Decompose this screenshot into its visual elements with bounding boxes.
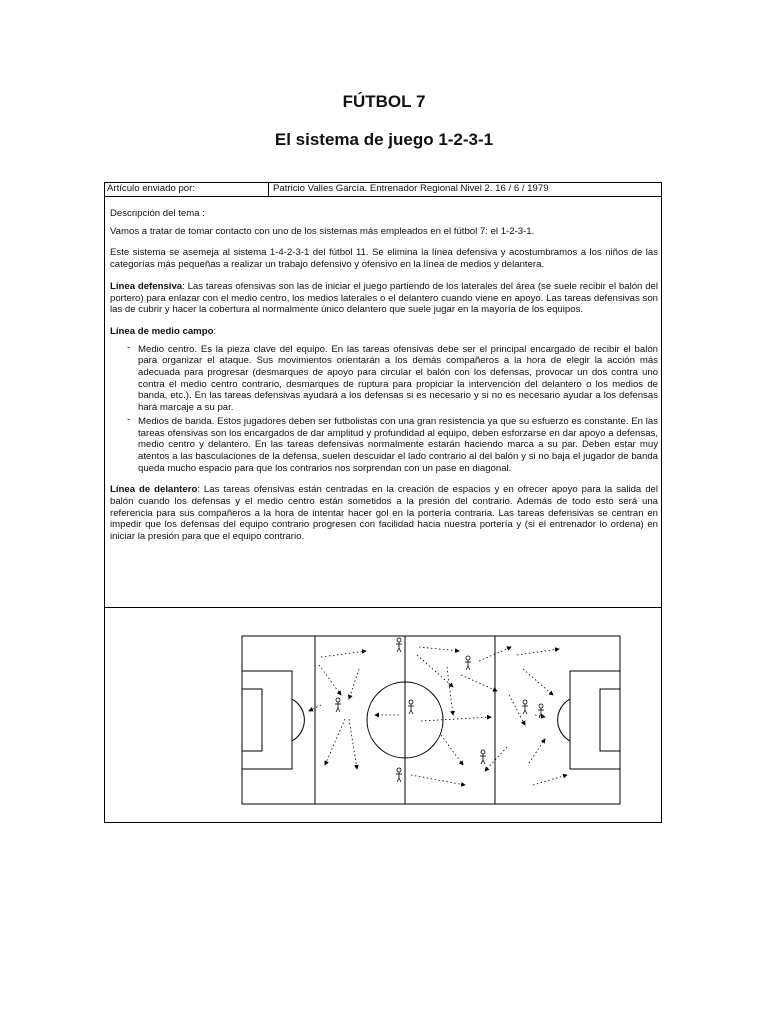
pass-arrow <box>349 669 359 699</box>
pass-arrow <box>509 695 525 725</box>
description-section <box>110 208 658 553</box>
forward-line-heading: Línea de delantero <box>110 484 198 496</box>
pass-arrow <box>421 717 491 721</box>
bullet-dash: - <box>127 341 131 353</box>
page-title: FÚTBOL 7 <box>342 92 426 111</box>
pass-arrow <box>319 665 341 695</box>
midfield-colon: : <box>213 325 217 337</box>
player-icon <box>408 700 414 714</box>
pass-arrow <box>485 747 507 771</box>
left-penalty-area <box>242 671 292 769</box>
paragraph-system: Este sistema se asemeja al sistema 1-4-2-3-1 del fútbol 11. Se elimina la línea defensiva y acostumbramos a los niños de las categorías más pequeñas a realizar un trabajo defensivo y ofensivo en la línea de medios y delantera. <box>110 247 658 271</box>
bullet-medio-centro <box>110 341 658 414</box>
player-icon <box>335 698 341 712</box>
bullet-text: Medios de banda. Estos jugadores deben ser futbolistas con una gran resistencia ya que su esfuerzo es constante. En las tareas ofensivas son los encargados de dar amplitud y profundidad al equipo, deben esforzarse en dar apoyo a defensas, medio centro y delantero. En las tareas defensivas normalmente estarán haciendo marca a su par. Deben estar muy atentos a las basculaciones de la defensa, suelen descuidar el lado contrario al del balón y si no baja el jugador de banda queda mucho espacio para que los contrarios nos sorprendan con un pase en diagonal. <box>138 415 658 474</box>
defensive-line-text: : Las tareas ofensivas son las de iniciar el juego partiendo de los laterales del área (se suele recibir el balón del portero) para enlazar con el medio centro, los medios laterales o el delantero cuando viene en apoyo. Las tareas defensivas son las de cubrir y hacer la cobertura al normalmente único delantero que suele jugar en la mayoría de los equipos. <box>110 280 658 316</box>
paragraph-defensive-line <box>110 281 658 316</box>
left-goal-area <box>242 689 262 751</box>
right-penalty-arc <box>558 699 570 741</box>
paragraph-intro: Vamos a tratar de tomar contacto con uno de los sistemas más empleados en el fútbol 7: el 1-2-3-1. <box>110 225 535 237</box>
cell-divider <box>268 183 269 196</box>
pass-arrow <box>447 667 453 715</box>
article-sheet <box>104 182 662 823</box>
author-row <box>105 183 661 197</box>
pass-arrow <box>321 651 366 657</box>
author-label: Artículo enviado por: <box>107 183 195 194</box>
midfield-heading: Línea de medio campo <box>110 325 214 337</box>
football-field-diagram <box>241 635 621 805</box>
pass-arrow <box>533 775 567 785</box>
paragraph-forward-line <box>110 484 658 543</box>
section-divider <box>105 607 661 608</box>
author-value: Patricio Valles García. Entrenador Regional Nivel 2. 16 / 6 / 1979 <box>273 183 549 194</box>
right-penalty-area <box>570 671 620 769</box>
player-icon <box>396 638 402 652</box>
description-title: Descripción del tema : <box>110 208 205 219</box>
right-goal-area <box>600 689 620 751</box>
bullet-text: Medio centro. Es la pieza clave del equipo. En las tareas ofensivas debe ser el principal encargado de recibir el balón para organizar el ataque. Sus movimientos orientarán a los demás compañeros a la hora de elegir la acción más adecuada para progresar (desmarques de apoyo para circular el balón con los defensas, provocar un dos contra uno contra el medio centro contrario, desmarques de ruptura para propiciar la intervención del delantero o los medios de banda, etc.). En las tareas defensivas ayudará a los defensas si es necesario y si no es necesario ayudar a los defensas hará marcaje a su par. <box>138 343 658 414</box>
pass-arrow <box>411 775 465 785</box>
pass-arrow <box>325 719 345 765</box>
pass-arrow <box>461 675 497 691</box>
forward-line-text: : Las tareas ofensivas están centradas en la creación de espacios y en ofrecer apoyo para la salida del balón cuando los defensas y el medio centro están sometidos a la presión del contrario. Además de todo esto será una referencia para sus compañeros a la hora de intentar hacer gol en la portería contraria. Las tareas defensivas se centran en impedir que los defensas del equipo contrario progresen con facilidad hacia nuestra portería y (si el entrenador lo ordena) en iniciar la presión para que el equipo contrario. <box>110 484 658 543</box>
pass-arrow <box>349 719 357 769</box>
player-icon <box>465 656 471 670</box>
player-icon <box>480 750 486 764</box>
left-penalty-arc <box>292 699 304 741</box>
bullet-medios-banda <box>110 413 658 475</box>
defensive-line-heading: Línea defensiva <box>110 280 183 292</box>
pass-arrow <box>441 735 463 765</box>
pass-arrow <box>517 649 559 655</box>
pass-arrow <box>523 669 553 695</box>
player-icon <box>522 700 528 714</box>
paragraph-midfield-heading <box>110 326 658 338</box>
page-subtitle: El sistema de juego 1-2-3-1 <box>274 130 494 149</box>
bullet-dash: - <box>127 413 131 425</box>
player-icon <box>396 768 402 782</box>
pass-arrow <box>529 739 545 763</box>
pass-arrow <box>419 647 459 651</box>
